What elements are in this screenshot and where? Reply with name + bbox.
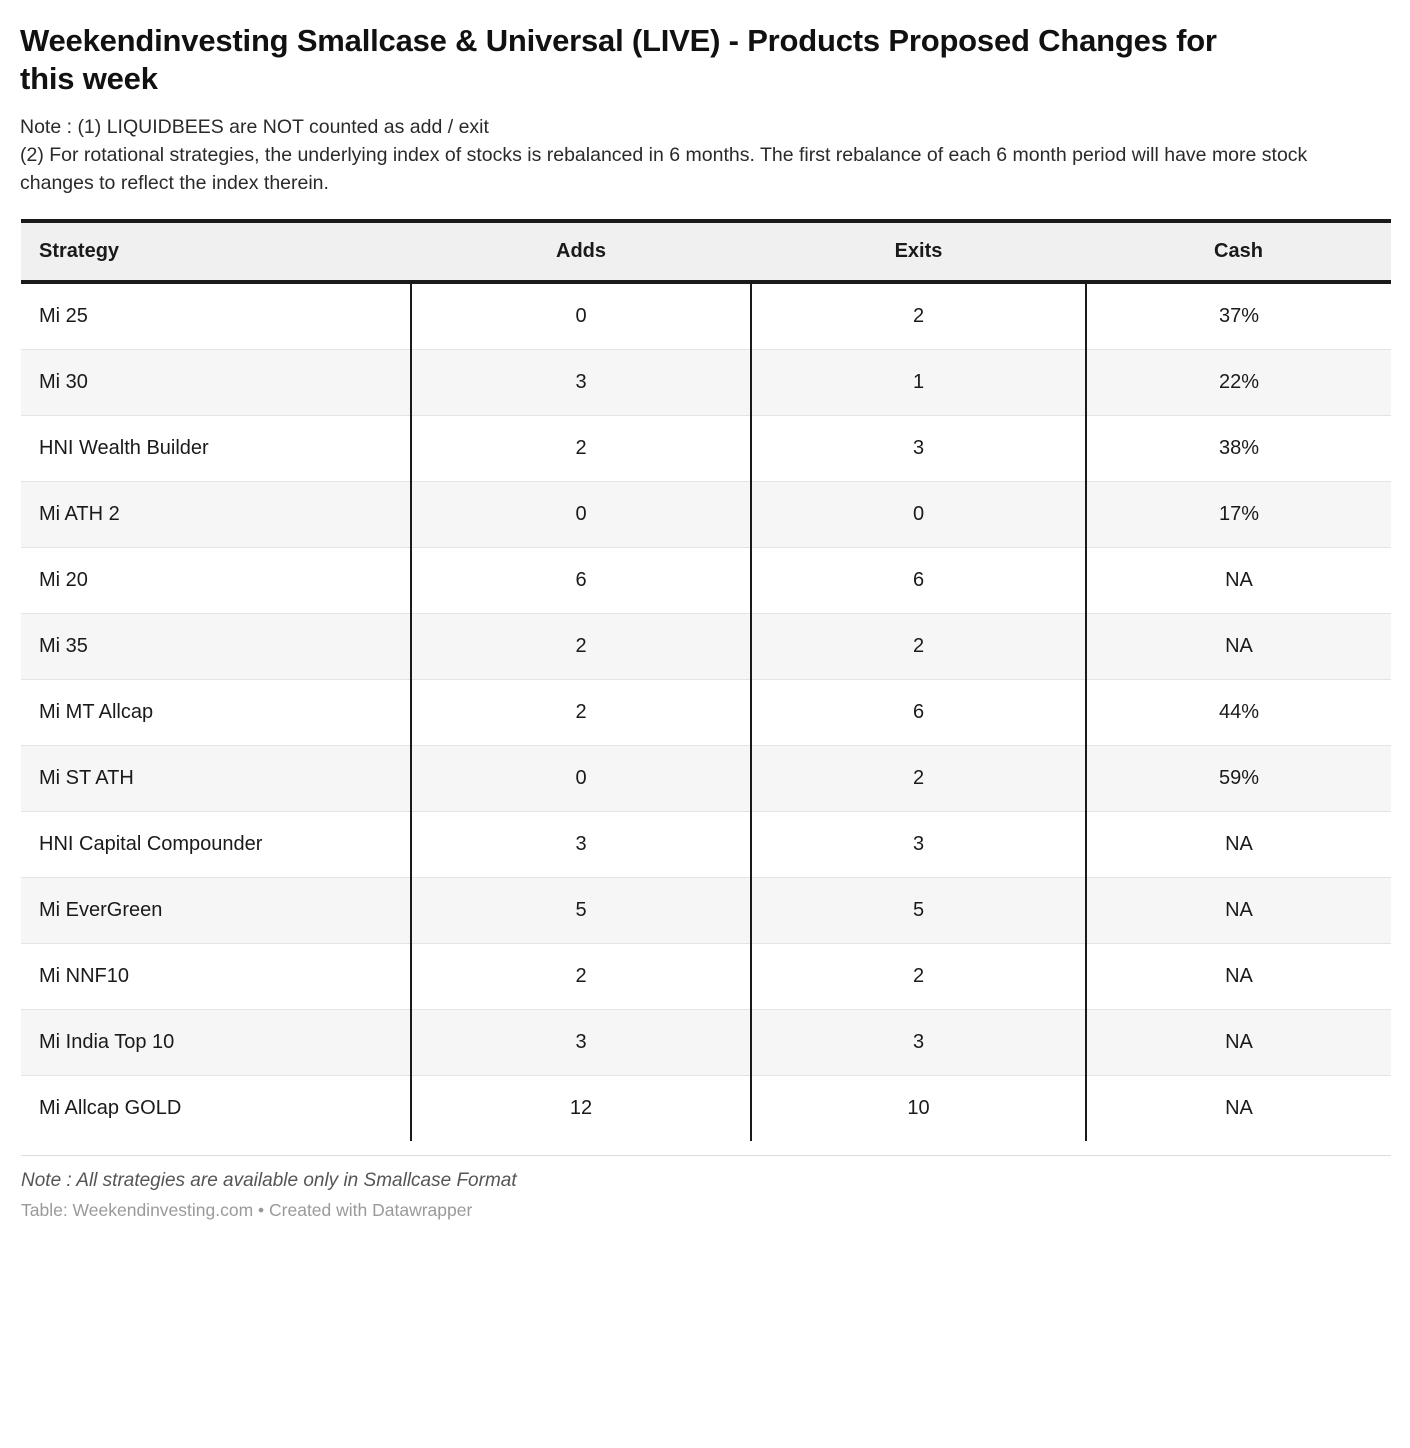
cell-strategy: Mi Allcap GOLD [39, 1097, 182, 1120]
cell-cash: 22% [1086, 350, 1391, 416]
cell-adds: 0 [411, 746, 751, 812]
cell-exits: 5 [751, 878, 1086, 944]
table-body [21, 282, 1391, 1141]
cell-cash: 38% [1086, 416, 1391, 482]
header-notes [20, 114, 1370, 197]
table-row [21, 944, 1391, 1010]
header-note-2: (2) For rotational strategies, the underlying index of stocks is rebalanced in 6 months. The first rebalance of each 6 month period will have more stock changes to reflect the index therein. [20, 143, 1308, 194]
cell-exits: 2 [751, 282, 1086, 350]
cell-exits: 6 [751, 680, 1086, 746]
cell-cash: NA [1086, 944, 1391, 1010]
cell-adds: 0 [411, 482, 751, 548]
footer-source: Table: Weekendinvesting.com • Created with Datawrapper [21, 1200, 473, 1221]
cell-exits: 6 [751, 548, 1086, 614]
cell-cash: 44% [1086, 680, 1391, 746]
table-row [21, 350, 1391, 416]
cell-adds: 3 [411, 812, 751, 878]
cell-adds: 3 [411, 1010, 751, 1076]
cell-adds: 12 [411, 1076, 751, 1142]
cell-cash: NA [1086, 812, 1391, 878]
page-title: Weekendinvesting Smallcase & Universal (LIVE) - Products Proposed Changes for this week [20, 23, 1217, 97]
cell-cash: NA [1086, 1010, 1391, 1076]
column-header-cash[interactable]: Cash [1086, 221, 1391, 282]
cell-strategy: Mi 20 [21, 548, 411, 614]
cell-cash: NA [1086, 878, 1391, 944]
cell-exits: 2 [751, 614, 1086, 680]
table-row [21, 1010, 1391, 1076]
cell-strategy: Mi 25 [21, 282, 411, 350]
footer-note: Note : All strategies are available only in Smallcase Format [21, 1170, 517, 1192]
cell-cash: 37% [1086, 282, 1391, 350]
cell-adds: 0 [411, 282, 751, 350]
table-row [21, 614, 1391, 680]
cell-adds: 2 [411, 680, 751, 746]
cell-exits: 3 [751, 416, 1086, 482]
column-header-strategy[interactable]: Strategy [21, 221, 411, 282]
table-row [21, 548, 1391, 614]
cell-adds: 3 [411, 350, 751, 416]
cell-cash: 17% [1086, 482, 1391, 548]
strategy-changes-table [21, 219, 1391, 1141]
table-row [21, 416, 1391, 482]
column-header-exits[interactable]: Exits [751, 221, 1086, 282]
cell-adds: 6 [411, 548, 751, 614]
cell-exits: 0 [751, 482, 1086, 548]
cell-cash: NA [1086, 548, 1391, 614]
cell-exits: 3 [751, 1010, 1086, 1076]
cell-exits: 10 [751, 1076, 1086, 1142]
column-header-adds[interactable]: Adds [411, 221, 751, 282]
table-row [21, 282, 1391, 350]
table-row [21, 482, 1391, 548]
table-row [21, 878, 1391, 944]
cell-strategy: Mi EverGreen [21, 878, 411, 944]
cell-exits: 1 [751, 350, 1086, 416]
cell-strategy: Mi MT Allcap [21, 680, 411, 746]
cell-exits: 3 [751, 812, 1086, 878]
table-row [21, 812, 1391, 878]
table-row [21, 680, 1391, 746]
cell-cash: NA [1086, 614, 1391, 680]
table-row [21, 746, 1391, 812]
cell-adds: 2 [411, 416, 751, 482]
cell-adds: 5 [411, 878, 751, 944]
cell-exits: 2 [751, 944, 1086, 1010]
cell-adds: 2 [411, 944, 751, 1010]
cell-cash: 59% [1086, 746, 1391, 812]
cell-strategy: HNI Capital Compounder [21, 812, 411, 878]
cell-cash: NA [1086, 1076, 1391, 1142]
cell-strategy: Mi India Top 10 [21, 1010, 411, 1076]
table-footer [21, 1155, 1391, 1221]
cell-strategy: Mi 30 [21, 350, 411, 416]
table-row [21, 1076, 1391, 1142]
cell-strategy: HNI Wealth Builder [21, 416, 411, 482]
table-header-row [21, 221, 1391, 282]
cell-strategy: Mi NNF10 [21, 944, 411, 1010]
header-note-1: Note : (1) LIQUIDBEES are NOT counted as add / exit [20, 116, 489, 139]
table-header [21, 221, 1391, 282]
cell-exits: 2 [751, 746, 1086, 812]
cell-strategy: Mi ATH 2 [21, 482, 411, 548]
cell-strategy: Mi ST ATH [21, 746, 411, 812]
cell-adds: 2 [411, 614, 751, 680]
cell-strategy: Mi 35 [21, 614, 411, 680]
